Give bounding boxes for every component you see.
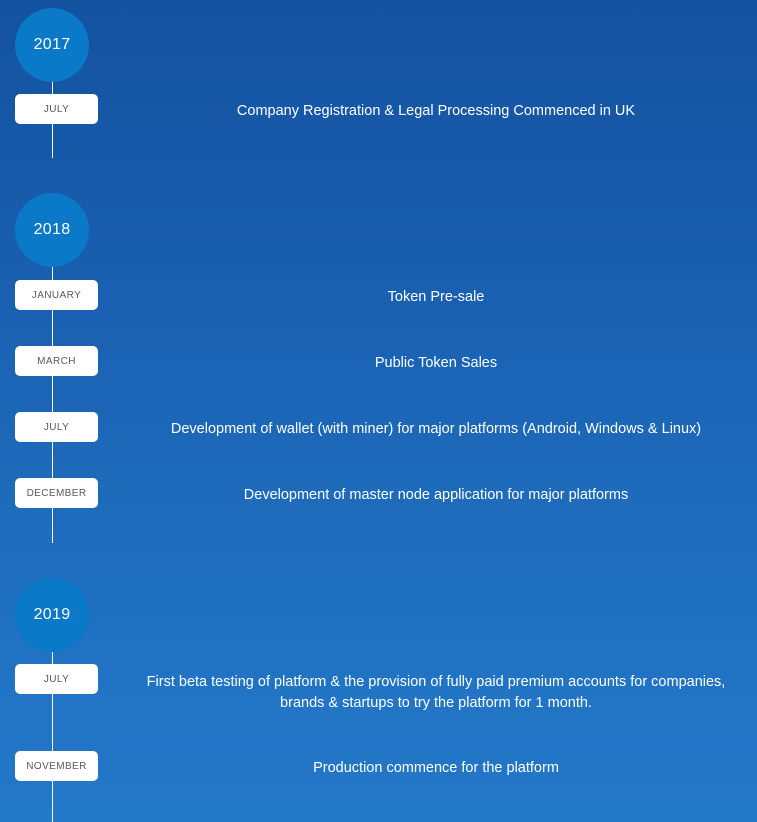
event-text-2017-july: Company Registration & Legal Processing Commenced in UK — [236, 103, 636, 119]
year-badge-2018: 2018 — [15, 193, 89, 267]
month-label-2018-january: JANUARY — [15, 280, 98, 310]
month-label-2018-december: DECEMBER — [15, 478, 98, 508]
event-text-2018-march: Public Token Sales — [374, 355, 498, 371]
month-label-2019-november: NOVEMBER — [15, 751, 98, 781]
event-text-2018-july: Development of wallet (with miner) for major platforms (Android, Windows & Linux) — [170, 421, 702, 437]
month-label-2017-july: JULY — [15, 94, 98, 124]
month-label-2018-july: JULY — [15, 412, 98, 442]
year-badge-2017: 2017 — [15, 8, 89, 82]
event-text-2019-july: First beta testing of platform & the provision of fully paid premium accounts for companies, brands & startups to try the platform for 1 month. — [146, 674, 726, 711]
event-text-2018-december: Development of master node application for major platforms — [243, 487, 629, 503]
event-text-2018-january: Token Pre-sale — [387, 289, 485, 305]
month-label-2019-july: JULY — [15, 664, 98, 694]
month-label-2018-march: MARCH — [15, 346, 98, 376]
year-badge-2019: 2019 — [15, 578, 89, 652]
event-text-2019-november: Production commence for the platform — [313, 760, 559, 776]
